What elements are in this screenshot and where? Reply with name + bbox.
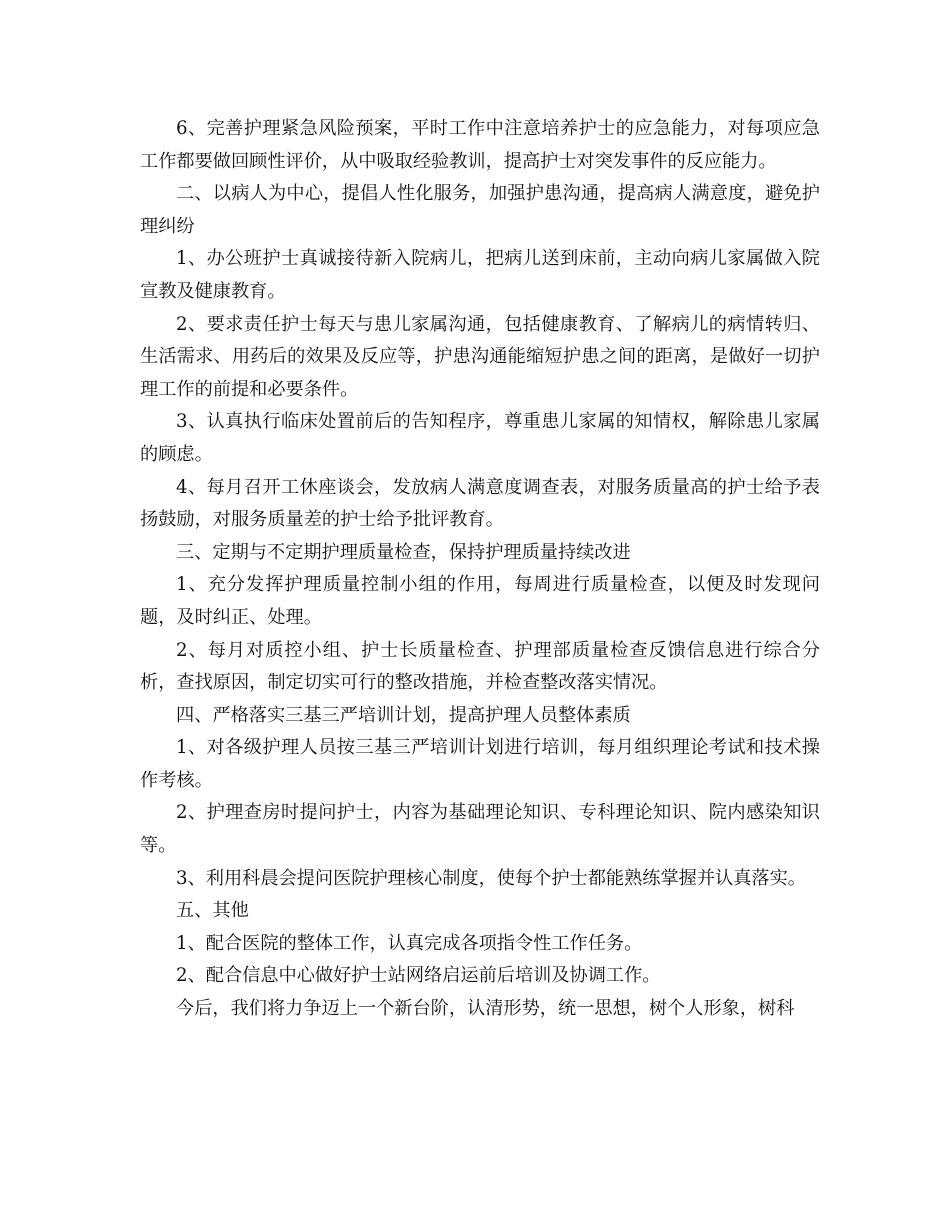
paragraph-hospital-work: 1、配合医院的整体工作，认真完成各项指令性工作任务。	[176, 932, 643, 954]
section-heading-patient-centered: 二、以病人为中心，提倡人性化服务，加强护患沟通，提高病人满意度，避免护理纠纷	[140, 183, 820, 237]
document-body	[140, 113, 820, 1026]
paragraph-informed-consent: 3、认真执行临床处置前后的告知程序，尊重患儿家属的知情权，解除患儿家属的顾虑。	[140, 411, 820, 465]
paragraph-admission-reception: 1、办公班护士真诚接待新入院病儿，把病儿送到床前，主动向病儿家属做入院宣教及健康教育。	[140, 248, 820, 302]
section-heading-other: 五、其他	[176, 900, 249, 922]
paragraph-core-system: 3、利用科晨会提问医院护理核心制度，使每个护士都能熟练掌握并认真落实。	[176, 867, 806, 889]
paragraph-ward-round-questions: 2、护理查房时提问护士，内容为基础理论知识、专科理论知识、院内感染知识等。	[140, 802, 820, 857]
paragraph-future-outlook: 今后，我们将力争迈上一个新台阶，认清形势，统一思想，树个人形象，树科	[176, 998, 795, 1020]
paragraph-monthly-meeting: 4、每月召开工休座谈会，发放病人满意度调查表，对服务质量高的护士给予表扬鼓励，对服务质量差的护士给予批评教育。	[140, 476, 820, 531]
paragraph-emergency-plan: 6、完善护理紧急风险预案，平时工作中注意培养护士的应急能力，对每项应急工作都要做回顾性评价，从中吸取经验教训，提高护士对突发事件的反应能力。	[140, 118, 820, 172]
paragraph-training-plan: 1、对各级护理人员按三基三严培训计划进行培训，每月组织理论考试和技术操作考核。	[140, 737, 820, 791]
section-heading-training: 四、严格落实三基三严培训计划，提高护理人员整体素质	[176, 704, 631, 726]
paragraph-monthly-analysis: 2、每月对质控小组、护士长质量检查、护理部质量检查反馈信息进行综合分析，查找原因，制定切实可行的整改措施，并检查整改落实情况。	[140, 639, 820, 694]
paragraph-family-communication: 2、要求责任护士每天与患儿家属沟通，包括健康教育、了解病儿的病情转归、生活需求、用药后的效果及反应等，护患沟通能缩短护患之间的距离，是做好一切护理工作的前提和必要条件。	[140, 313, 820, 400]
paragraph-network-training: 2、配合信息中心做好护士站网络启运前后培训及协调工作。	[176, 965, 661, 987]
section-heading-quality-check: 三、定期与不定期护理质量检查，保持护理质量持续改进	[176, 541, 631, 563]
paragraph-quality-control-group: 1、充分发挥护理质量控制小组的作用，每周进行质量检查，以便及时发现问题，及时纠正、处理。	[140, 574, 820, 628]
